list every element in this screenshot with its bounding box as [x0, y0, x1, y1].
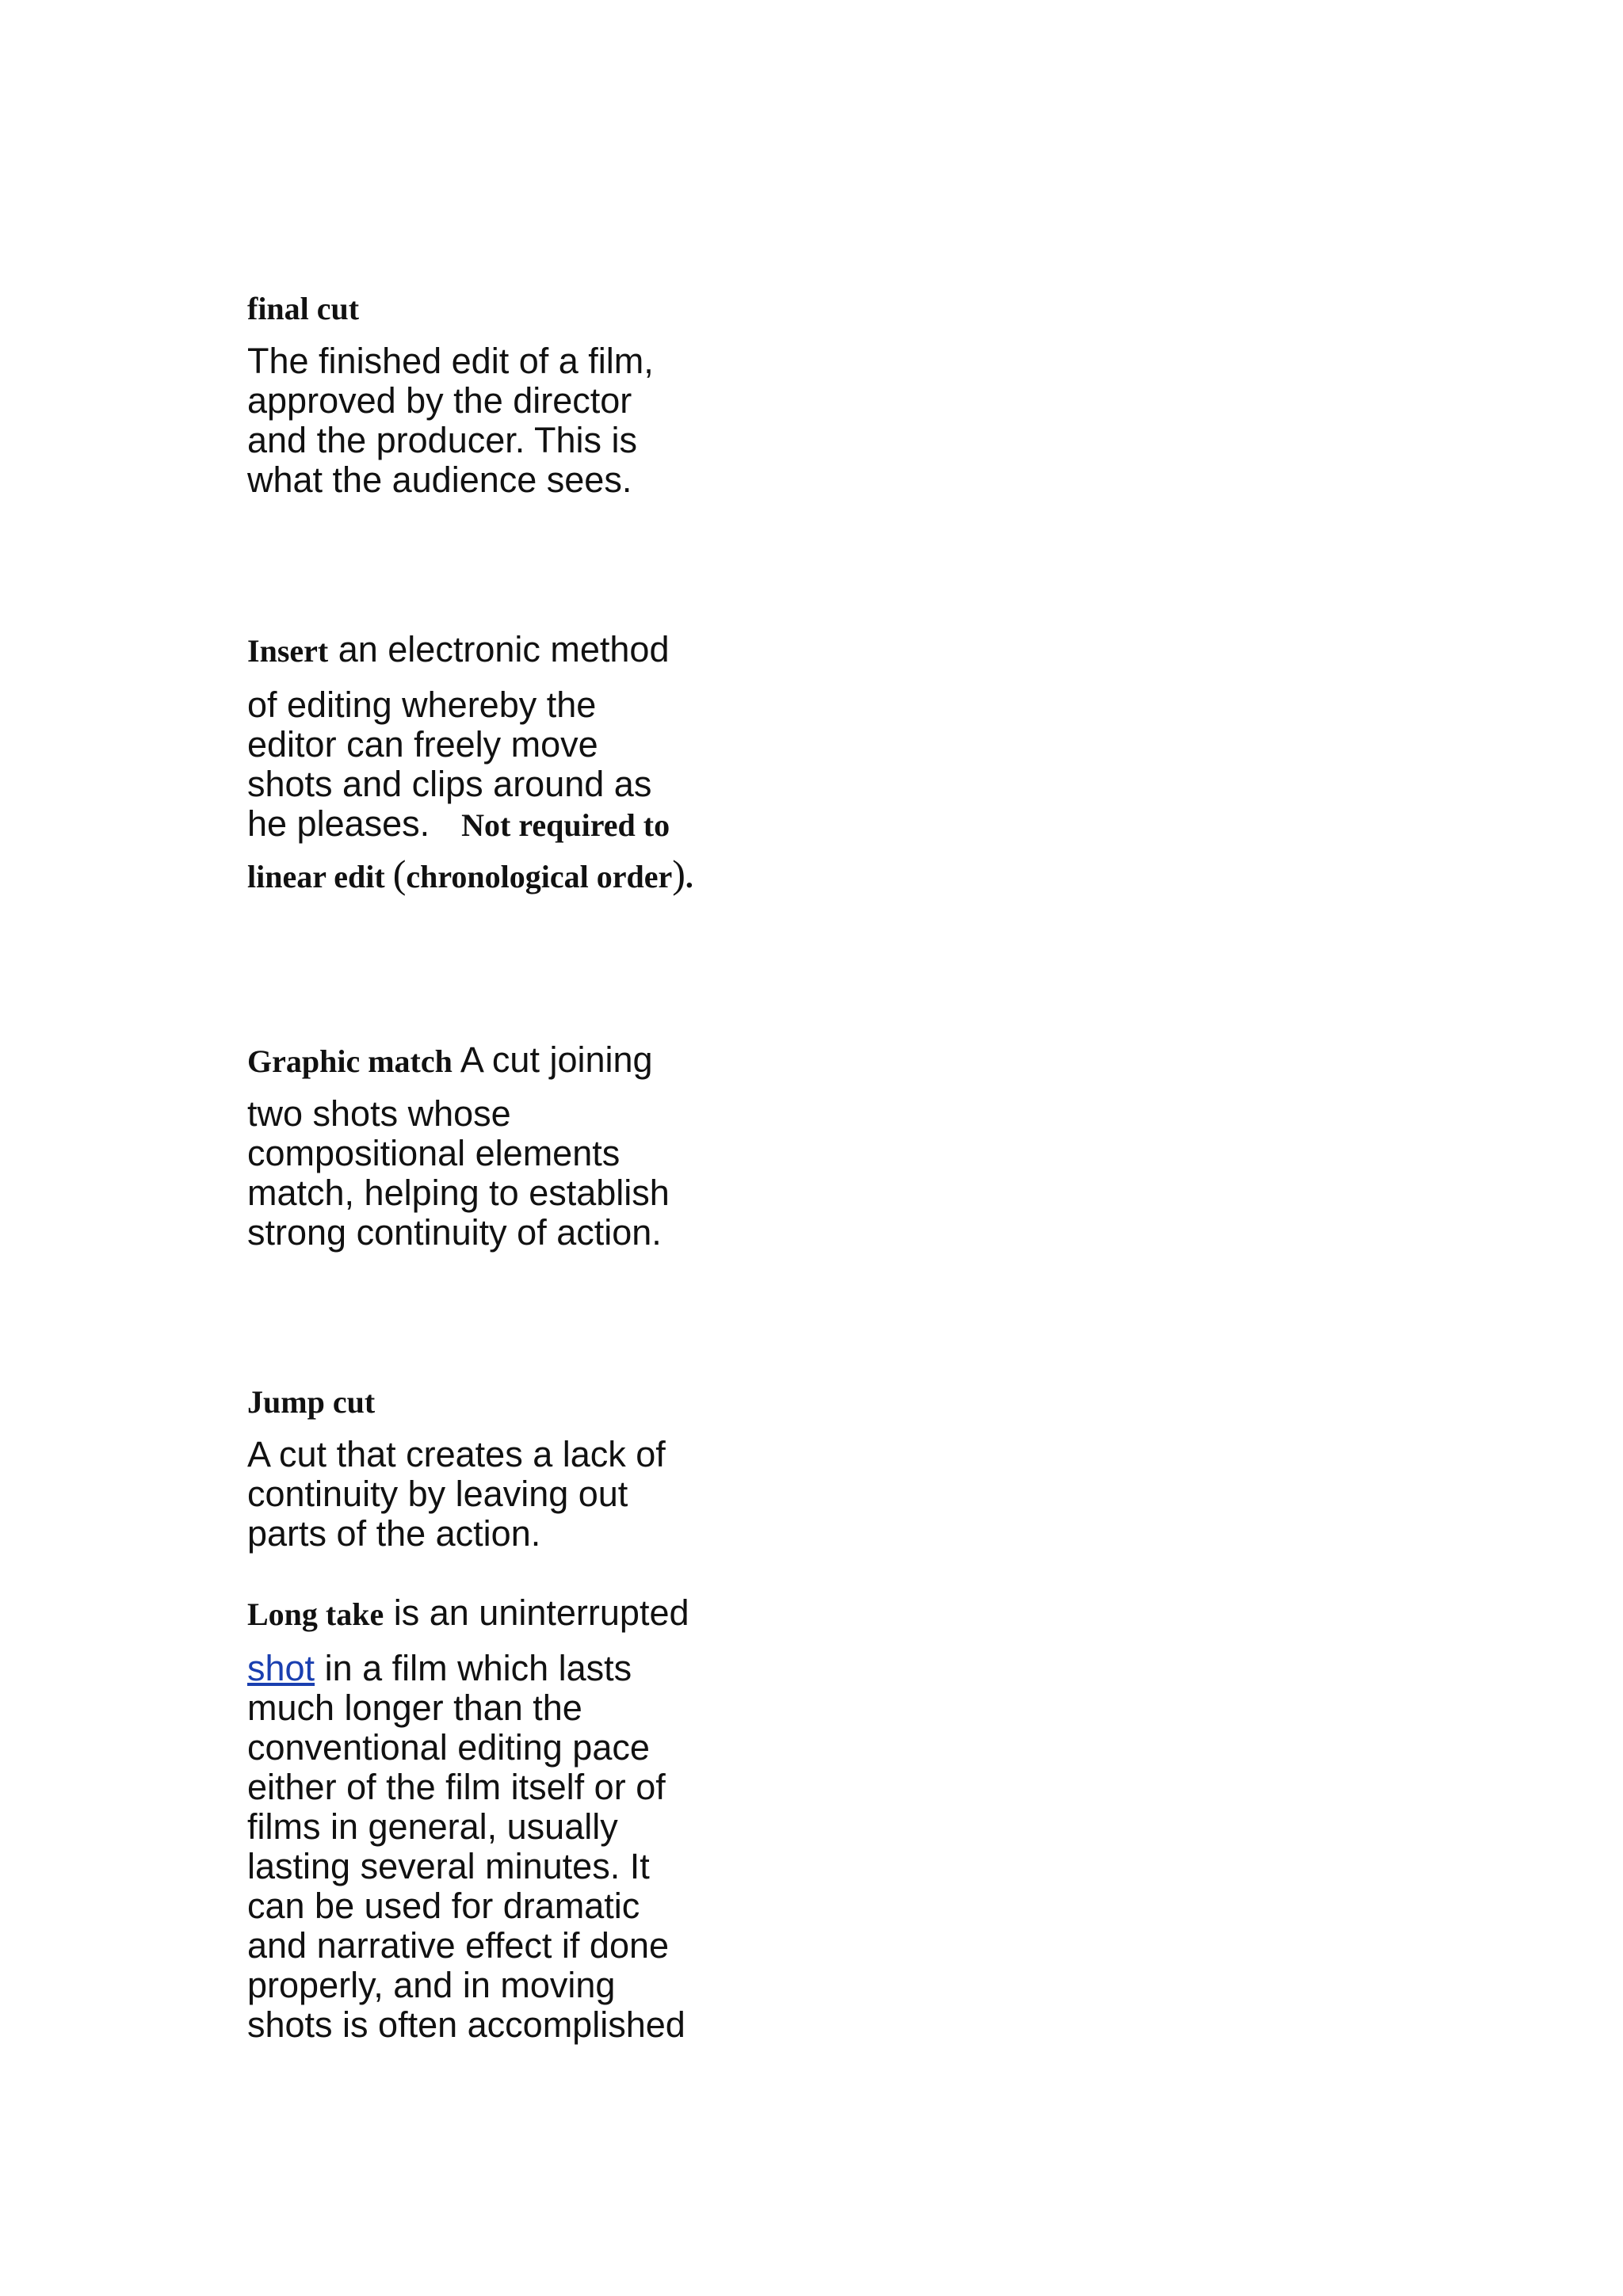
shot-link[interactable]: shot — [247, 1648, 315, 1688]
definition-line: conventional editing pace — [247, 1727, 650, 1768]
definition-line: of editing whereby the — [247, 685, 597, 725]
definition-line: The finished edit of a film, — [247, 341, 654, 381]
note-period: . — [685, 859, 693, 894]
definition-text: he pleases. — [247, 803, 430, 844]
definition-line: continuity by leaving out — [247, 1474, 628, 1514]
term-long-take: Long take — [247, 1596, 384, 1632]
definition-start: is an uninterrupted — [384, 1592, 689, 1633]
term-insert: Insert — [247, 633, 329, 669]
note-paren-text: chronological order — [406, 859, 673, 894]
definition-line: parts of the action. — [247, 1513, 541, 1554]
definition-line: can be used for dramatic — [247, 1886, 640, 1926]
definition-line: approved by the director — [247, 380, 632, 421]
entry-first-line — [247, 1039, 653, 1081]
definition-line: A cut that creates a lack of — [247, 1434, 666, 1474]
definition-line: shots and clips around as — [247, 764, 652, 804]
definition-line: what the audience sees. — [247, 460, 632, 500]
paren-close: ) — [672, 852, 685, 896]
term-final-cut: final cut — [247, 291, 360, 326]
entry-first-line — [247, 629, 669, 670]
note-line — [247, 851, 693, 897]
paren-open: ( — [392, 852, 407, 896]
definition-line: much longer than the — [247, 1688, 582, 1728]
definition-line: compositional elements — [247, 1133, 621, 1173]
entry-first-line — [247, 1592, 689, 1634]
definition-line-with-link — [247, 1648, 632, 1689]
definition-line: two shots whose — [247, 1093, 511, 1134]
definition-line: strong continuity of action. — [247, 1212, 662, 1253]
definition-line: films in general, usually — [247, 1806, 618, 1847]
definition-line: and the producer. This is — [247, 420, 637, 460]
definition-line: either of the film itself or of — [247, 1767, 666, 1807]
term-jump-cut: Jump cut — [247, 1384, 376, 1420]
definition-line: editor can freely move — [247, 724, 598, 765]
note-text: linear edit — [247, 859, 393, 894]
note-text: Not required to — [461, 807, 670, 843]
definition-line: match, helping to establish — [247, 1173, 670, 1213]
term-graphic-match: Graphic match — [247, 1043, 453, 1079]
definition-line-with-note — [247, 803, 670, 845]
definition-start: A cut joining — [452, 1039, 653, 1080]
definition-text: in a film which lasts — [315, 1648, 632, 1688]
definition-start: an electronic method — [328, 629, 670, 669]
definition-line: lasting several minutes. It — [247, 1846, 650, 1886]
definition-line: shots is often accomplished — [247, 2004, 685, 2045]
definition-line: and narrative effect if done — [247, 1925, 670, 1966]
definition-line: properly, and in moving — [247, 1965, 616, 2005]
